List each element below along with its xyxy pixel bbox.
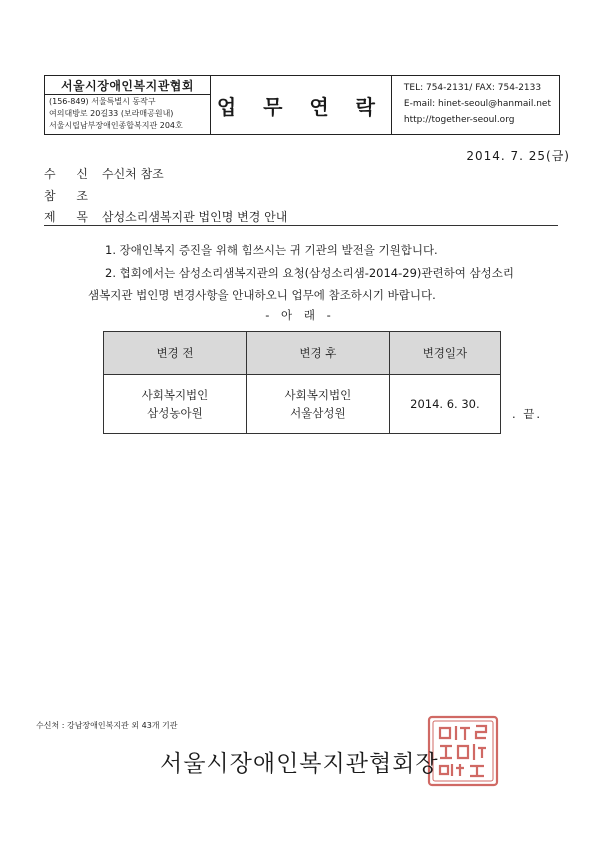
label-char: 제 (44, 210, 56, 224)
contact-block (392, 76, 559, 134)
table-header-date: 변경일자 (389, 332, 500, 375)
body-paragraph-2-line-1: 2. 협회에서는 삼성소리샘복지관의 요청(삼성소리샘-2014-29)관련하여 삼성소리 (105, 266, 514, 280)
table-row (104, 375, 501, 434)
contact-phone-fax: TEL: 754-2131/ FAX: 754-2133 (403, 83, 542, 93)
cell-line: 사회복지법인 (284, 388, 352, 402)
subject-value: 삼성소리샘복지관 법인명 변경 안내 (102, 210, 288, 224)
label-char: 조 (76, 189, 88, 203)
sender-signature: 서울시장애인복지관협회장 (160, 751, 439, 777)
recipient-row (44, 165, 164, 182)
recipients-list: 수신처 : 강남장애인복지관 외 43개 기관 (36, 721, 178, 730)
label-char: 참 (44, 189, 56, 203)
cell-before (104, 375, 247, 434)
reference-row (44, 187, 102, 204)
contact-website: http://together-seoul.org (403, 115, 515, 125)
letterhead-org-block (45, 76, 211, 134)
subject-row (44, 208, 287, 225)
name-change-table (103, 331, 501, 434)
subject-label (44, 208, 102, 225)
recipient-label (44, 165, 102, 182)
reference-label (44, 187, 102, 204)
body-paragraph-2-line-2: 샘복지관 법인명 변경사항을 안내하오니 업무에 참조하시기 바랍니다. (88, 288, 436, 302)
body-paragraph-1: 1. 장애인복지 증진을 위해 힘쓰시는 귀 기관의 발전을 기원합니다. (105, 243, 438, 257)
org-address (45, 95, 210, 133)
contact-email: E-mail: hinet-seoul@hanmail.net (403, 99, 551, 109)
address-line: 서울시립남부장애인종합복지관 204호 (49, 121, 183, 130)
cell-line: 삼성농아원 (147, 406, 203, 420)
cell-line: 서울삼성원 (290, 406, 346, 420)
below-heading: - 아 래 - (265, 308, 335, 322)
address-line: 여의대방로 20길33 (보라매공원내) (49, 109, 174, 118)
table-header-before: 변경 전 (104, 332, 247, 375)
document-type-title: 업 무 연 락 (211, 76, 392, 134)
table-header-after: 변경 후 (246, 332, 389, 375)
label-char: 신 (76, 167, 88, 181)
cell-date: 2014. 6. 30. (389, 375, 500, 434)
org-name: 서울시장애인복지관협회 (45, 76, 210, 95)
cell-after (246, 375, 389, 434)
recipient-value: 수신처 참조 (102, 167, 164, 181)
table-header-row (104, 332, 501, 375)
address-line: (156-849) 서울특별시 동작구 (49, 97, 156, 106)
label-char: 수 (44, 167, 56, 181)
header-divider (44, 225, 558, 226)
document-date: 2014. 7. 25(금) (466, 149, 570, 163)
letterhead (44, 75, 560, 135)
cell-line: 사회복지법인 (141, 388, 209, 402)
label-char: 목 (76, 210, 88, 224)
end-mark: . 끝. (512, 407, 543, 421)
